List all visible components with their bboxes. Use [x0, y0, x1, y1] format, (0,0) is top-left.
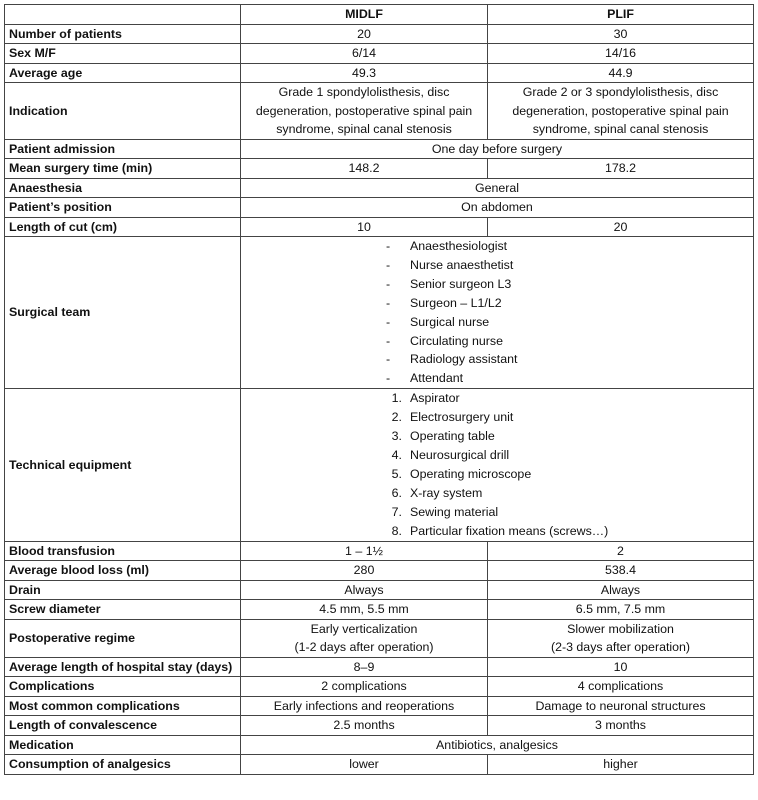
list-marker: -: [386, 352, 391, 367]
cell-midlf: 148.2: [241, 159, 488, 179]
table-row: [5, 677, 754, 697]
list-marker: -: [386, 371, 391, 386]
row-label: Average blood loss (ml): [5, 561, 241, 581]
table-row: [5, 541, 754, 561]
list-marker: 6.: [391, 485, 402, 500]
list-item-text: Surgical nurse: [410, 314, 490, 329]
row-label: Average age: [5, 63, 241, 83]
cell-midlf: Early infections and reoperations: [241, 696, 488, 716]
list-marker: -: [386, 257, 391, 272]
header-empty-cell: [5, 5, 241, 25]
list-item-text: Circulating nurse: [410, 333, 503, 348]
list-item-text: Particular fixation means (screws…): [410, 523, 609, 538]
table-row: [5, 389, 754, 541]
surgical-team-cell: [241, 237, 754, 389]
list-item: [382, 294, 612, 313]
list-marker: 3.: [391, 429, 402, 444]
table-row: [5, 217, 754, 237]
cell-plif: 538.4: [488, 561, 754, 581]
cell-plif: 20: [488, 217, 754, 237]
table-row: [5, 716, 754, 736]
cell-plif: Always: [488, 580, 754, 600]
cell-midlf: lower: [241, 755, 488, 775]
row-label: Surgical team: [5, 237, 241, 389]
list-marker: -: [386, 276, 391, 291]
cell-plif: 10: [488, 657, 754, 677]
row-label: Blood transfusion: [5, 541, 241, 561]
list-marker: -: [386, 239, 391, 253]
cell-both: On abdomen: [241, 198, 754, 218]
cell-midlf: 10: [241, 217, 488, 237]
cell-plif: 6.5 mm, 7.5 mm: [488, 600, 754, 620]
regime-line: (1-2 days after operation): [294, 640, 434, 654]
row-label: Sex M/F: [5, 44, 241, 64]
list-item-text: Surgeon – L1/L2: [410, 295, 502, 310]
cell-plif: 44.9: [488, 63, 754, 83]
list-item-text: Nurse anaesthetist: [410, 257, 514, 272]
cell-plif: higher: [488, 755, 754, 775]
table-row: [5, 159, 754, 179]
table-row: [5, 63, 754, 83]
list-item: [382, 369, 612, 388]
row-label: Technical equipment: [5, 389, 241, 541]
table-row: [5, 178, 754, 198]
cell-midlf: 2 complications: [241, 677, 488, 697]
list-item: [382, 522, 612, 541]
cell-plif: [488, 619, 754, 657]
table-row: [5, 561, 754, 581]
list-item-text: X-ray system: [410, 485, 483, 500]
list-item: [382, 237, 612, 256]
list-item-text: Electrosurgery unit: [410, 410, 514, 425]
table-row: [5, 83, 754, 140]
row-label: Postoperative regime: [5, 619, 241, 657]
list-item: [382, 313, 612, 332]
header-midlf: MIDLF: [241, 5, 488, 25]
row-label: Drain: [5, 580, 241, 600]
row-label: Length of convalescence: [5, 716, 241, 736]
row-label: Anaesthesia: [5, 178, 241, 198]
list-item-text: Sewing material: [410, 504, 499, 519]
list-marker: 2.: [391, 410, 402, 425]
list-item: [382, 389, 612, 408]
row-label: Most common complications: [5, 696, 241, 716]
list-marker: -: [386, 333, 391, 348]
table-row: [5, 24, 754, 44]
table-row: [5, 755, 754, 775]
table-row: [5, 237, 754, 389]
cell-plif: Damage to neuronal structures: [488, 696, 754, 716]
list-item-text: Attendant: [410, 371, 464, 386]
list-item: [382, 427, 612, 446]
comparison-table: [4, 4, 754, 775]
table-row: [5, 139, 754, 159]
list-item: [382, 465, 612, 484]
list-item: [382, 256, 612, 275]
cell-midlf: 49.3: [241, 63, 488, 83]
row-label: Consumption of analgesics: [5, 755, 241, 775]
list-marker: -: [386, 295, 391, 310]
cell-plif: Grade 2 or 3 spondylolisthesis, disc degeneration, postoperative spinal pain syndrome, spinal canal stenosis: [488, 83, 754, 140]
row-label: Screw diameter: [5, 600, 241, 620]
equipment-cell: [241, 389, 754, 541]
list-item-text: Senior surgeon L3: [410, 276, 512, 291]
cell-both: General: [241, 178, 754, 198]
table-row: [5, 198, 754, 218]
cell-both: Antibiotics, analgesics: [241, 735, 754, 755]
list-item: [382, 332, 612, 351]
list-marker: 5.: [391, 466, 402, 481]
list-item-text: Operating table: [410, 429, 495, 444]
list-marker: 7.: [391, 504, 402, 519]
cell-midlf: 2.5 months: [241, 716, 488, 736]
list-item: [382, 484, 612, 503]
list-item-text: Radiology assistant: [410, 352, 518, 367]
regime-line: Early verticalization: [310, 621, 418, 636]
row-label: Medication: [5, 735, 241, 755]
row-label: Number of patients: [5, 24, 241, 44]
table-row: [5, 696, 754, 716]
list-item: [382, 350, 612, 369]
row-label: Average length of hospital stay (days): [5, 657, 241, 677]
list-item-text: Neurosurgical drill: [410, 447, 510, 462]
table-row: [5, 600, 754, 620]
cell-midlf: 280: [241, 561, 488, 581]
row-label: Complications: [5, 677, 241, 697]
list-item: [382, 408, 612, 427]
regime-line: Slower mobilization: [567, 621, 674, 636]
row-label: Indication: [5, 83, 241, 140]
cell-midlf: 1 – 1½: [241, 541, 488, 561]
list-item: [382, 446, 612, 465]
row-label: Mean surgery time (min): [5, 159, 241, 179]
cell-both: One day before surgery: [241, 139, 754, 159]
list-item-text: Aspirator: [410, 391, 460, 406]
header-row: [5, 5, 754, 25]
table-row: [5, 657, 754, 677]
list-marker: 8.: [391, 523, 402, 538]
equipment-list: [382, 389, 612, 540]
header-plif: PLIF: [488, 5, 754, 25]
cell-plif: 3 months: [488, 716, 754, 736]
list-item-text: Operating microscope: [410, 466, 532, 481]
cell-midlf: 6/14: [241, 44, 488, 64]
cell-plif: 4 complications: [488, 677, 754, 697]
cell-plif: 2: [488, 541, 754, 561]
cell-plif: 178.2: [488, 159, 754, 179]
table-row: [5, 735, 754, 755]
list-marker: -: [386, 314, 391, 329]
list-item: [382, 275, 612, 294]
list-item-text: Anaesthesiologist: [410, 239, 508, 253]
table-row: [5, 580, 754, 600]
cell-midlf: 4.5 mm, 5.5 mm: [241, 600, 488, 620]
surgical-team-list: [382, 237, 612, 388]
list-item: [382, 503, 612, 522]
cell-midlf: Grade 1 spondylolisthesis, disc degeneration, postoperative spinal pain syndrome, spinal canal stenosis: [241, 83, 488, 140]
table-row: [5, 619, 754, 657]
row-label: Patient’s position: [5, 198, 241, 218]
cell-midlf: [241, 619, 488, 657]
row-label: Length of cut (cm): [5, 217, 241, 237]
row-label: Patient admission: [5, 139, 241, 159]
list-marker: 1.: [391, 391, 402, 406]
list-marker: 4.: [391, 447, 402, 462]
cell-midlf: 20: [241, 24, 488, 44]
cell-plif: 30: [488, 24, 754, 44]
table-row: [5, 44, 754, 64]
cell-plif: 14/16: [488, 44, 754, 64]
cell-midlf: Always: [241, 580, 488, 600]
cell-midlf: 8–9: [241, 657, 488, 677]
regime-line: (2-3 days after operation): [550, 640, 691, 654]
